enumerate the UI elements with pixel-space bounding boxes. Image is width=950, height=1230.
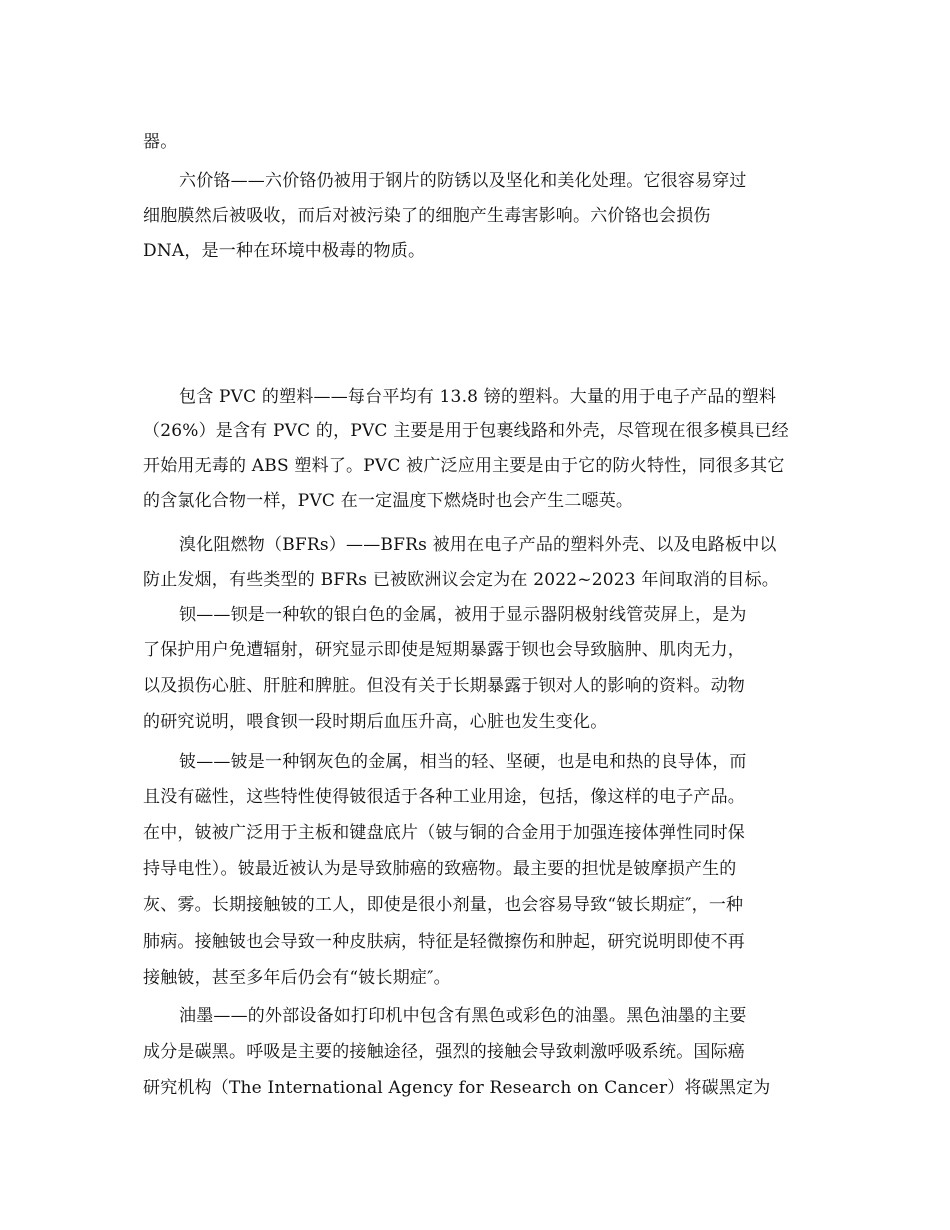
text-line: 肺病。接触铍也会导致一种皮肤病，特征是轻微擦伤和肿起，研究说明即使不再 bbox=[143, 932, 745, 952]
text-line: 包含 PVC 的塑料——每台平均有 13.8 镑的塑料。大量的用于电子产品的塑料 bbox=[179, 387, 777, 407]
text-line: 的含氯化合物一样，PVC 在一定温度下燃烧时也会产生二噁英。 bbox=[143, 491, 634, 511]
text-line: 的研究说明，喂食钡一段时期后血压升高，心脏也发生变化。 bbox=[143, 712, 608, 732]
text-line: 铍——铍是一种钢灰色的金属，相当的轻、坚硬，也是电和热的良导体，而 bbox=[179, 752, 747, 772]
text-line: 了保护用户免遭辐射，研究显示即使是短期暴露于钡也会导致脑肿、肌肉无力， bbox=[143, 640, 745, 660]
text-line: 溴化阻燃物（BFRs）——BFRs 被用在电子产品的塑料外壳、以及电路板中以 bbox=[179, 535, 777, 555]
text-line: DNA，是一种在环境中极毒的物质。 bbox=[143, 241, 426, 261]
text-line: 研究机构（The International Agency for Research on Cancer）将碳黑定为 bbox=[143, 1078, 771, 1098]
text-line: 细胞膜然后被吸收，而后对被污染了的细胞产生毒害影响。六价铬也会损伤 bbox=[143, 206, 711, 226]
text-line: 器。 bbox=[143, 132, 178, 152]
text-line: 六价铬——六价铬仍被用于钢片的防锈以及坚化和美化处理。它很容易穿过 bbox=[179, 171, 747, 191]
text-line: 钡——钡是一种软的银白色的金属，被用于显示器阴极射线管荧屏上，是为 bbox=[179, 605, 747, 625]
text-line: 油墨——的外部设备如打印机中包含有黑色或彩色的油墨。黑色油墨的主要 bbox=[179, 1006, 747, 1026]
text-line: 且没有磁性，这些特性使得铍很适于各种工业用途，包括，像这样的电子产品。 bbox=[143, 787, 745, 807]
text-line: 持导电性）。铍最近被认为是导致肺癌的致癌物。最主要的担忧是铍摩损产生的 bbox=[143, 859, 737, 879]
text-line: 接触铍，甚至多年后仍会有“铍长期症″。 bbox=[143, 968, 451, 988]
text-line: 灰、雾。长期接触铍的工人，即使是很小剂量，也会容易导致“铍长期症″，一种 bbox=[143, 895, 744, 915]
text-line: （26%）是含有 PVC 的，PVC 主要是用于包裹线路和外壳，尽管现在很多模具已经 bbox=[143, 421, 789, 441]
text-line: 防止发烟，有些类型的 BFRs 已被欧洲议会定为在 2022~2023 年间取消的目标。 bbox=[143, 570, 779, 590]
text-line: 开始用无毒的 ABS 塑料了。PVC 被广泛应用主要是由于它的防火特性，同很多其它 bbox=[143, 456, 785, 476]
text-line: 在中，铍被广泛用于主板和键盘底片（铍与铜的合金用于加强连接体弹性同时保 bbox=[143, 823, 745, 843]
text-line: 成分是碳黑。呼吸是主要的接触途径，强烈的接触会导致刺激呼吸系统。国际癌 bbox=[143, 1042, 745, 1062]
text-line: 以及损伤心脏、肝脏和脾脏。但没有关于长期暴露于钡对人的影响的资料。动物 bbox=[143, 676, 745, 696]
